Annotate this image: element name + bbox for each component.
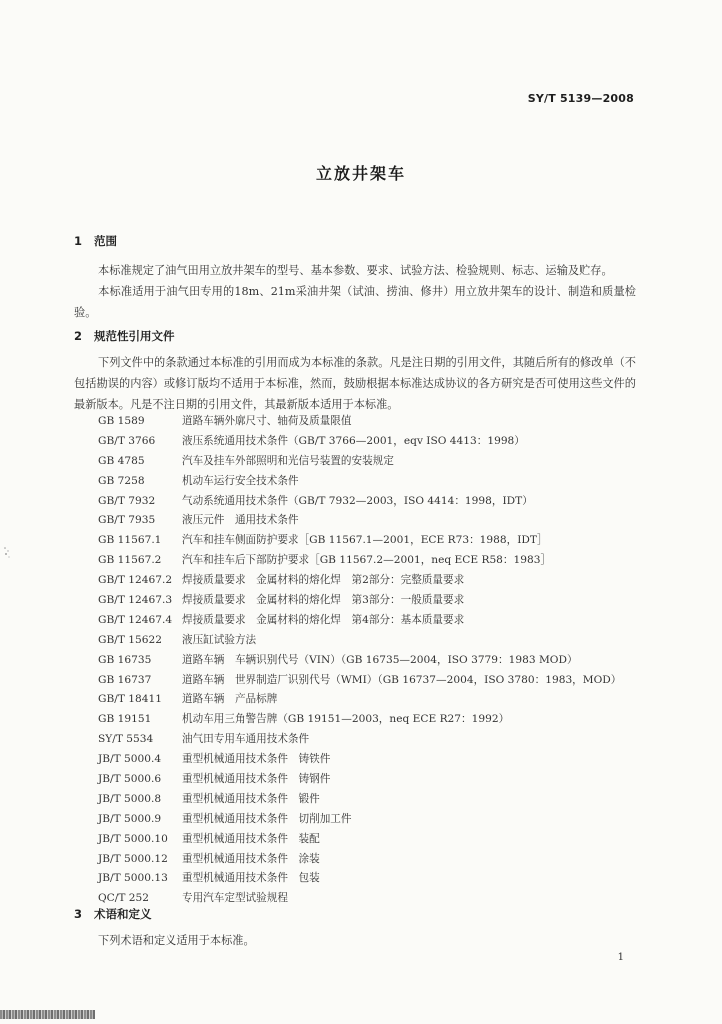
reference-code: QC/T 252	[98, 892, 150, 905]
reference-title: 液压系统通用技术条件（GB/T 3766—2001，eqv ISO 4413：1998）	[182, 434, 525, 447]
reference-title: 焊接质量要求 金属材料的熔化焊 第3部分：一般质量要求	[182, 594, 465, 607]
reference-item	[98, 551, 638, 571]
reference-title: 液压缸试验方法	[182, 633, 257, 646]
reference-code: GB 16735	[98, 653, 152, 666]
reference-code: GB 11567.1	[98, 534, 162, 547]
paragraph-text: 本标准适用于油气田专用的18m、21m采油井架（试油、捞油、修井）用立放井架车的设计、制造和质量检验。	[74, 285, 636, 319]
reference-item	[98, 830, 638, 850]
section-heading-scope	[74, 233, 117, 249]
reference-title: 重型机械通用技术条件 切削加工件	[182, 812, 352, 825]
document-number: SY/T 5139—2008	[527, 92, 634, 105]
section-title: 规范性引用文件	[94, 329, 175, 343]
reference-code: GB/T 18411	[98, 693, 162, 706]
reference-title: 汽车和挂车后下部防护要求［GB 11567.2—2001，neq ECE R58：1983］	[182, 554, 552, 567]
reference-code: GB 16737	[98, 673, 152, 686]
reference-title: 道路车辆 产品标牌	[182, 693, 278, 706]
page-number: 1	[617, 952, 624, 963]
paragraph-text: 下列术语和定义适用于本标准。	[98, 934, 255, 947]
reference-list	[98, 412, 638, 909]
reference-code: SY/T 5534	[98, 733, 154, 746]
section-heading-terms-definitions	[74, 906, 152, 922]
reference-code: GB/T 12467.4	[98, 613, 173, 626]
reference-title: 机动车用三角警告牌（GB 19151—2003，neq ECE R27：1992）	[182, 713, 510, 726]
reference-item	[98, 412, 638, 432]
reference-title: 汽车及挂车外部照明和光信号装置的安装规定	[182, 454, 394, 467]
page-title: 立放井架车	[315, 164, 406, 183]
section-number: 3	[74, 907, 83, 921]
reference-item	[98, 671, 638, 691]
scope-paragraph-1	[74, 260, 636, 281]
reference-code: GB/T 12467.2	[98, 574, 173, 587]
reference-code: JB/T 5000.12	[98, 852, 168, 865]
reference-code: GB/T 15622	[98, 633, 162, 646]
terms-intro-paragraph	[74, 930, 636, 951]
section-number: 1	[74, 234, 83, 248]
reference-item	[98, 690, 638, 710]
reference-code: JB/T 5000.8	[98, 792, 162, 805]
reference-code: JB/T 5000.4	[98, 753, 162, 766]
reference-code: JB/T 5000.9	[98, 812, 162, 825]
reference-code: JB/T 5000.13	[98, 872, 168, 885]
reference-title: 道路车辆外廓尺寸、轴荷及质量限值	[182, 415, 352, 427]
reference-item	[98, 810, 638, 830]
reference-code: GB/T 7932	[98, 494, 156, 507]
reference-title: 重型机械通用技术条件 装配	[182, 832, 320, 845]
section-heading-normative-references	[74, 328, 175, 344]
section-title: 术语和定义	[94, 907, 152, 921]
reference-item	[98, 452, 638, 472]
reference-item	[98, 889, 638, 909]
reference-title: 道路车辆 世界制造厂识别代号（WMI）（GB 16737—2004，ISO 3780：1983，MOD）	[182, 673, 622, 686]
reference-item	[98, 850, 638, 870]
scan-edge-artifact	[0, 1010, 95, 1019]
reference-item	[98, 631, 638, 651]
reference-title: 重型机械通用技术条件 铸钢件	[182, 773, 331, 786]
reference-item	[98, 511, 638, 531]
reference-code: GB 1589	[98, 415, 145, 427]
reference-item	[98, 531, 638, 551]
reference-item	[98, 651, 638, 671]
scope-paragraph-2	[74, 281, 636, 323]
reference-code: GB 11567.2	[98, 554, 162, 567]
reference-item	[98, 571, 638, 591]
references-intro-paragraph	[74, 352, 636, 415]
reference-code: GB/T 3766	[98, 434, 156, 447]
reference-code: JB/T 5000.10	[98, 832, 168, 845]
reference-code: GB 4785	[98, 454, 145, 467]
reference-item	[98, 611, 638, 631]
reference-item	[98, 472, 638, 492]
reference-title: 重型机械通用技术条件 涂装	[182, 852, 320, 865]
reference-title: 重型机械通用技术条件 包装	[182, 872, 320, 885]
paragraph-text: 下列文件中的条款通过本标准的引用而成为本标准的条款。凡是注日期的引用文件，其随后所有的修改单（不包括勘误的内容）或修订版均不适用于本标准，然而，鼓励根据本标准达成协议的各方研究是否可使用这些文件的最新版本。凡是不注日期的引用文件，其最新版本适用于本标准。	[74, 356, 636, 411]
reference-item	[98, 750, 638, 770]
reference-title: 油气田专用车通用技术条件	[182, 733, 310, 746]
paragraph-text: 本标准规定了油气田用立放井架车的型号、基本参数、要求、试验方法、检验规则、标志、运输及贮存。	[98, 264, 613, 277]
reference-title: 道路车辆 车辆识别代号（VIN）（GB 16735—2004，ISO 3779：1983 MOD）	[182, 653, 578, 666]
reference-title: 液压元件 通用技术条件	[182, 514, 299, 527]
reference-item	[98, 730, 638, 750]
reference-title: 焊接质量要求 金属材料的熔化焊 第2部分：完整质量要求	[182, 574, 465, 587]
reference-title: 气动系统通用技术条件（GB/T 7932—2003，ISO 4414：1998，IDT）	[182, 494, 533, 507]
reference-item	[98, 432, 638, 452]
scan-artifact	[3, 545, 11, 559]
reference-item	[98, 770, 638, 790]
reference-code: GB/T 7935	[98, 514, 156, 527]
reference-title: 焊接质量要求 金属材料的熔化焊 第4部分：基本质量要求	[182, 613, 465, 626]
reference-title: 专用汽车定型试验规程	[182, 892, 288, 905]
reference-item	[98, 591, 638, 611]
reference-item	[98, 790, 638, 810]
reference-code: GB 7258	[98, 474, 145, 487]
reference-item	[98, 869, 638, 889]
reference-code: JB/T 5000.6	[98, 773, 162, 786]
reference-code: GB/T 12467.3	[98, 594, 173, 607]
reference-code: GB 19151	[98, 713, 152, 726]
reference-title: 重型机械通用技术条件 铸铁件	[182, 753, 331, 766]
reference-item	[98, 710, 638, 730]
reference-title: 重型机械通用技术条件 锻件	[182, 792, 320, 805]
section-title: 范围	[94, 234, 117, 248]
reference-title: 机动车运行安全技术条件	[182, 474, 299, 487]
section-number: 2	[74, 329, 83, 343]
reference-title: 汽车和挂车侧面防护要求［GB 11567.1—2001，ECE R73：1988，IDT］	[182, 534, 548, 547]
reference-item	[98, 492, 638, 512]
